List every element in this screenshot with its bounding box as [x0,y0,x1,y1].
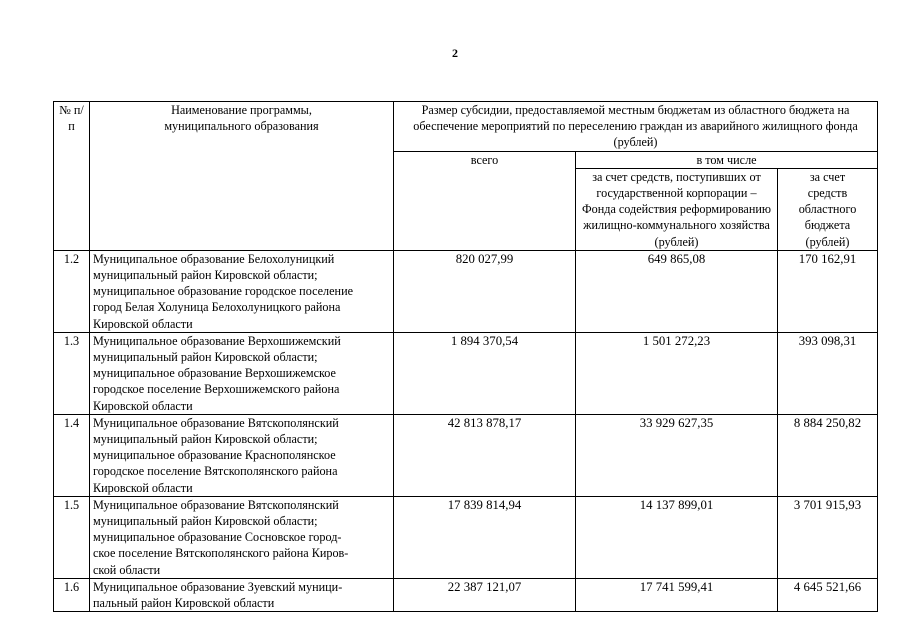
municipality-name [90,578,394,611]
header-number: № п/п [54,102,90,251]
header-fund: за счет средств, поступивших от государственной корпорации – Фонда содействия реформированию жилищно-коммунального хозяйства (рублей) [576,168,778,250]
municipality-name-line: муниципальный район Кировской области; [93,350,318,365]
table-row [54,250,878,332]
regional-amount: 8 884 250,82 [778,414,878,496]
subsidy-table [53,101,878,612]
table-body [54,250,878,611]
municipality-name-line: пальный район Кировской области [93,596,275,611]
municipality-name-line: муниципальное образование Сосновское город- [93,530,342,545]
row-number: 1.4 [54,414,90,496]
municipality-name [90,496,394,578]
header-including: в том числе [576,151,878,168]
total-amount: 42 813 878,17 [394,414,576,496]
total-amount: 820 027,99 [394,250,576,332]
total-amount: 17 839 814,94 [394,496,576,578]
fund-amount: 649 865,08 [576,250,778,332]
table-row [54,332,878,414]
regional-amount: 393 098,31 [778,332,878,414]
municipality-name-line: муниципальный район Кировской области; [93,514,318,529]
municipality-name-line: Кировской области [93,316,193,331]
municipality-name-line: городское поселение Верхошижемского района [93,382,340,397]
municipality-name [90,332,394,414]
municipality-name [90,414,394,496]
fund-amount: 1 501 272,23 [576,332,778,414]
fund-amount: 17 741 599,41 [576,578,778,611]
fund-amount: 14 137 899,01 [576,496,778,578]
row-number: 1.3 [54,332,90,414]
municipality-name [90,250,394,332]
fund-amount: 33 929 627,35 [576,414,778,496]
row-number: 1.2 [54,250,90,332]
municipality-name-line: ское поселение Вятскополянского района Киров- [93,546,349,561]
regional-amount: 3 701 915,93 [778,496,878,578]
total-amount: 22 387 121,07 [394,578,576,611]
municipality-name-line: Муниципальное образование Вятскополянский [93,497,339,512]
table-row [54,414,878,496]
municipality-name-line: муниципальное образование городское поселение [93,284,354,299]
table-row [54,578,878,611]
header-regional: за счет средств областного бюджета (рублей) [778,168,878,250]
municipality-name-line: Кировской области [93,398,193,413]
municipality-name-line: муниципальное образование Краснополянское [93,448,336,463]
regional-amount: 170 162,91 [778,250,878,332]
municipality-name-line: Кировской области [93,480,193,495]
municipality-name-line: муниципальный район Кировской области; [93,268,318,283]
municipality-name-line: муниципальный район Кировской области; [93,432,318,447]
municipality-name-line: Муниципальное образование Верхошижемский [93,333,341,348]
municipality-name-line: ской области [93,562,161,577]
header-subsidy: Размер субсидии, предоставляемой местным бюджетам из областного бюджета на обеспечение мероприятий по переселению граждан из аварийного жилищного фонда (рублей) [394,102,878,152]
header-name: Наименование программы, муниципального образования [90,102,394,251]
municipality-name-line: муниципальное образование Верхошижемское [93,366,336,381]
table-row [54,496,878,578]
total-amount: 1 894 370,54 [394,332,576,414]
municipality-name-line: городское поселение Вятскополянского района [93,464,338,479]
municipality-name-line: Муниципальное образование Белохолуницкий [93,251,335,266]
regional-amount: 4 645 521,66 [778,578,878,611]
municipality-name-line: Муниципальное образование Вятскополянский [93,415,339,430]
header-total: всего [394,151,576,250]
header-row [54,102,878,152]
municipality-name-line: город Белая Холуница Белохолуницкого района [93,300,341,315]
municipality-name-line: Муниципальное образование Зуевский муници- [93,579,343,594]
row-number: 1.5 [54,496,90,578]
row-number: 1.6 [54,578,90,611]
page-number: 2 [452,46,458,60]
